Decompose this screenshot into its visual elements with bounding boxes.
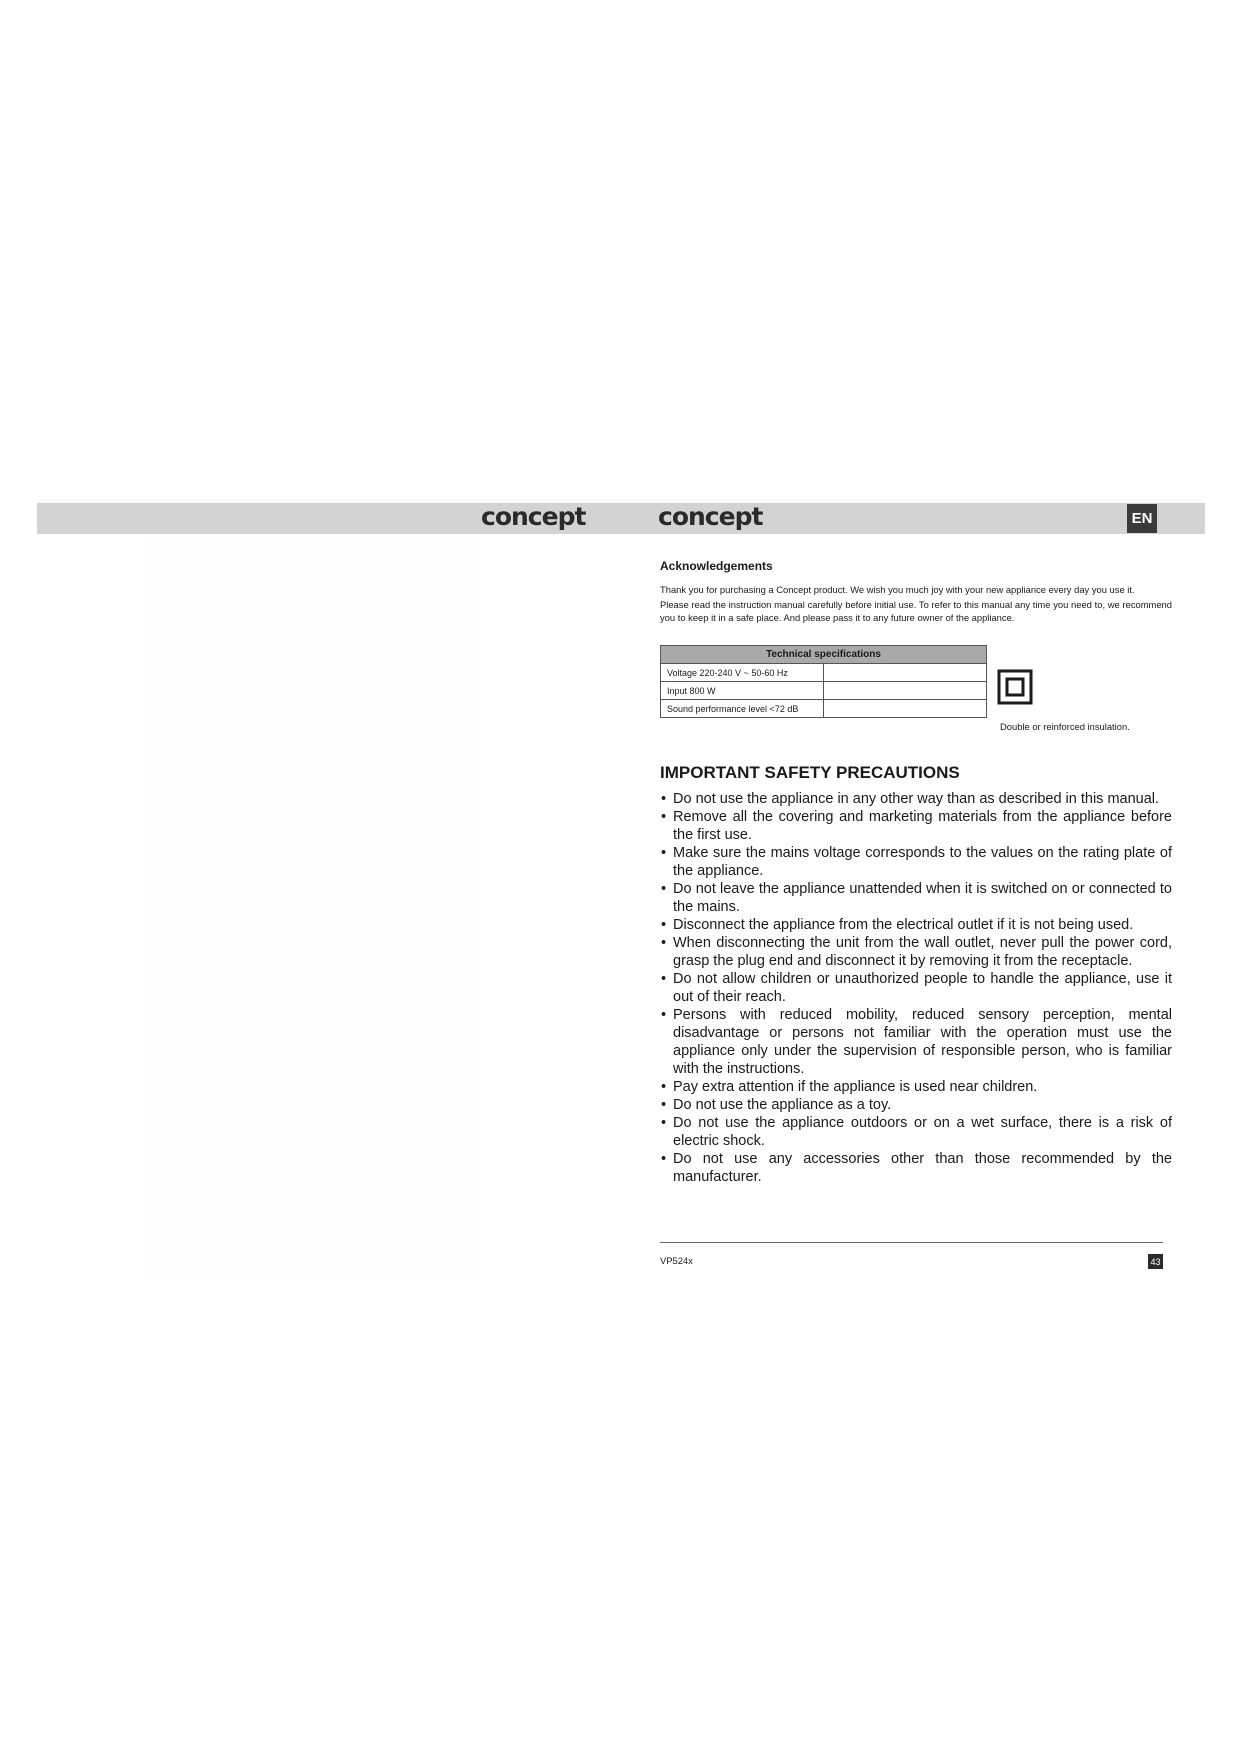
spec-label: Input 800 W — [661, 682, 824, 700]
acknowledgements-paragraph-1: Thank you for purchasing a Concept product. We wish you much joy with your new appliance every day you use it. — [660, 584, 1135, 595]
table-row — [661, 682, 987, 700]
bullet-icon: • — [661, 845, 667, 861]
list-item — [660, 1006, 1172, 1078]
list-item — [660, 880, 1172, 916]
language-badge: EN — [1127, 504, 1157, 533]
spec-value — [824, 700, 987, 718]
footer-model: VP524x — [660, 1255, 693, 1266]
brand-logo-right: concept — [658, 502, 763, 531]
list-item-text: Do not use any accessories other than those recommended by the manufacturer. — [673, 1151, 1172, 1185]
bullet-icon: • — [661, 809, 667, 825]
list-item-text: Do not allow children or unauthorized people to handle the appliance, use it out of their reach. — [673, 971, 1172, 1005]
bullet-icon: • — [661, 935, 667, 951]
left-page-blank — [142, 540, 478, 1280]
bullet-icon: • — [661, 881, 667, 897]
double-insulation-icon — [997, 669, 1033, 705]
list-item-text: Remove all the covering and marketing materials from the appliance before the first use. — [673, 809, 1172, 843]
safety-title: IMPORTANT SAFETY PRECAUTIONS — [660, 763, 960, 782]
list-item-text: Do not leave the appliance unattended when it is switched on or connected to the mains. — [673, 881, 1172, 915]
bullet-icon: • — [661, 1097, 667, 1113]
list-item-text: Do not use the appliance as a toy. — [673, 1097, 892, 1113]
list-item-text: Make sure the mains voltage corresponds to the values on the rating plate of the appliance. — [673, 845, 1172, 879]
list-item — [660, 808, 1172, 844]
bullet-icon: • — [661, 1007, 667, 1023]
list-item — [660, 1078, 1172, 1096]
list-item — [660, 1114, 1172, 1150]
spec-value — [824, 664, 987, 682]
list-item — [660, 844, 1172, 880]
spec-label: Sound performance level <72 dB — [661, 700, 824, 718]
bullet-icon: • — [661, 1115, 667, 1131]
header-band — [37, 503, 1205, 534]
acknowledgements-title: Acknowledgements — [660, 559, 773, 573]
list-item-text: Do not use the appliance in any other way than as described in this manual. — [673, 791, 1160, 807]
page-number: 43 — [1148, 1254, 1163, 1269]
bullet-icon: • — [661, 971, 667, 987]
list-item-text: Do not use the appliance outdoors or on a wet surface, there is a risk of electric shock. — [673, 1115, 1172, 1149]
spec-label: Voltage 220-240 V ~ 50-60 Hz — [661, 664, 824, 682]
footer-divider — [660, 1242, 1163, 1243]
specifications-section — [660, 645, 1170, 735]
list-item-text: Disconnect the appliance from the electrical outlet if it is not being used. — [673, 917, 1134, 933]
bullet-icon: • — [661, 791, 667, 807]
table-row — [661, 664, 987, 682]
list-item — [660, 916, 1172, 934]
specifications-title: Technical specifications — [661, 646, 987, 664]
bullet-icon: • — [661, 1151, 667, 1167]
list-item-text: Persons with reduced mobility, reduced sensory perception, mental disadvantage or persons not familiar with the operation must use the appliance only under the supervision of responsible person, who is familiar with the instructions. — [673, 1007, 1172, 1077]
list-item — [660, 1096, 1172, 1114]
safety-list — [660, 790, 1172, 1186]
insulation-caption: Double or reinforced insulation. — [1000, 721, 1130, 732]
bullet-icon: • — [661, 1079, 667, 1095]
list-item — [660, 934, 1172, 970]
list-item — [660, 790, 1172, 808]
list-item — [660, 970, 1172, 1006]
acknowledgements-paragraph-2: Please read the instruction manual carefully before initial use. To refer to this manual any time you need to, we recommend you to keep it in a safe place. And please pass it to any future owner of the appliance. — [660, 599, 1172, 623]
spec-value — [824, 682, 987, 700]
list-item — [660, 1150, 1172, 1186]
list-item-text: When disconnecting the unit from the wall outlet, never pull the power cord, grasp the plug end and disconnect it by removing it from the receptacle. — [673, 935, 1172, 969]
bullet-icon: • — [661, 917, 667, 933]
table-row — [661, 700, 987, 718]
list-item-text: Pay extra attention if the appliance is used near children. — [673, 1079, 1038, 1095]
specifications-table — [660, 645, 987, 718]
brand-logo-left: concept — [481, 502, 586, 531]
acknowledgements-section — [660, 555, 1172, 626]
